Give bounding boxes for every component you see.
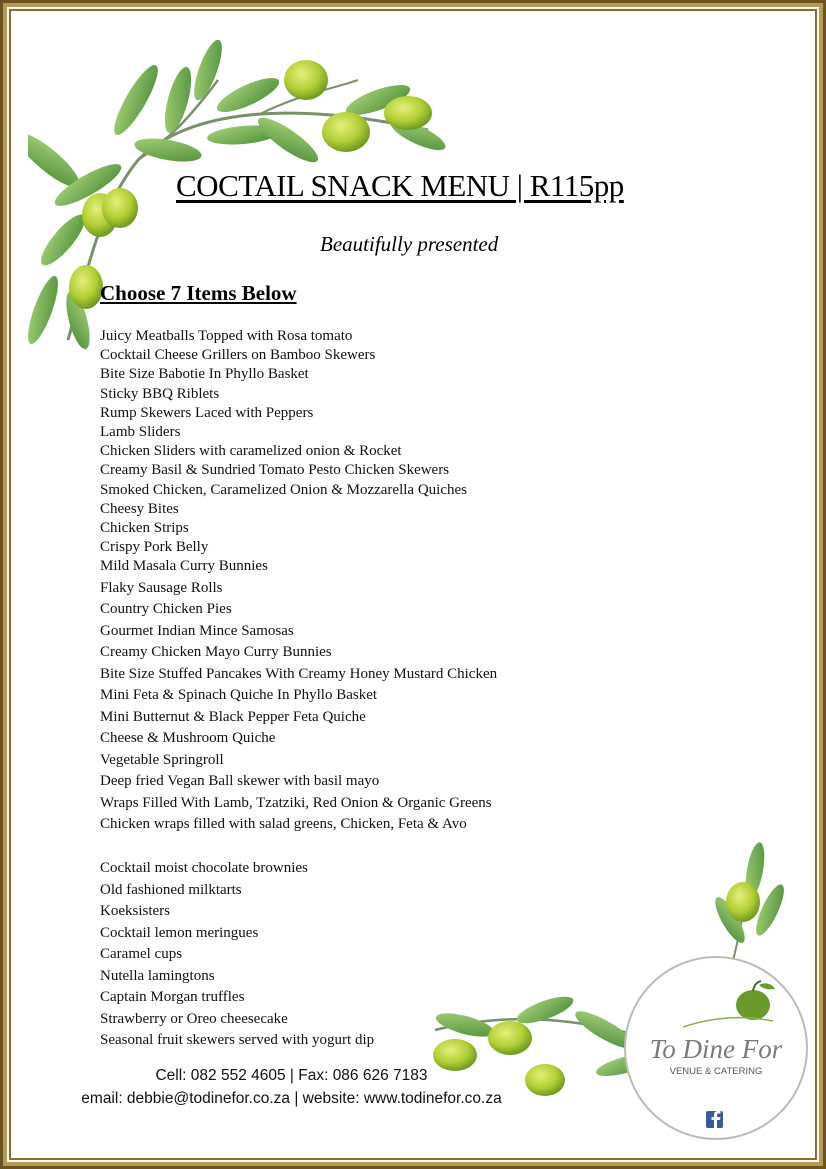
menu-item: Vegetable Springroll (100, 751, 224, 768)
menu-item: Deep fried Vegan Ball skewer with basil mayo (100, 773, 380, 790)
menu-item: Captain Morgan truffles (100, 989, 245, 1005)
menu-item: Crispy Pork Belly (100, 539, 209, 556)
menu-item: Gourmet Indian Mince Samosas (100, 622, 294, 639)
menu-item: Bite Size Babotie In Phyllo Basket (100, 366, 309, 383)
menu-item: Caramel cups (100, 946, 183, 962)
menu-item: Old fashioned milktarts (100, 881, 242, 898)
menu-item: Strawberry or Oreo cheesecake (100, 1010, 288, 1027)
facebook-icon[interactable] (706, 1111, 723, 1128)
menu-item: Nutella lamingtons (100, 967, 215, 984)
menu-item: Chicken Sliders with caramelized onion & Rocket (100, 443, 402, 460)
menu-item: Chicken wraps filled with salad greens, Chicken, Feta & Avo (100, 816, 467, 833)
menu-item: Cocktail lemon meringues (100, 924, 259, 941)
menu-item: Chicken Strips (100, 519, 189, 536)
to-dine-for-logo (623, 955, 809, 1141)
menu-item: Wraps Filled With Lamb, Tzatziki, Red Onion & Organic Greens (100, 794, 492, 811)
sweet-menu-list (100, 860, 374, 1054)
menu-item: Koeksisters (100, 903, 170, 919)
menu-item: Lamb Sliders (100, 423, 181, 440)
menu-item: Mild Masala Curry Bunnies (100, 558, 268, 575)
savoury-menu-list (100, 328, 497, 838)
menu-item: Creamy Chicken Mayo Curry Bunnies (100, 644, 332, 661)
menu-item: Sticky BBQ Riblets (100, 385, 220, 402)
menu-item: Juicy Meatballs Topped with Rosa tomato (100, 328, 353, 344)
page-title: COCTAIL SNACK MENU | R115pp (176, 168, 624, 203)
choose-heading: Choose 7 Items Below (100, 281, 297, 305)
menu-item: Mini Butternut & Black Pepper Feta Quiche (100, 708, 366, 725)
contact-phone-line: Cell: 082 552 4605 | Fax: 086 626 7183 (155, 1067, 428, 1084)
menu-item: Flaky Sausage Rolls (100, 579, 223, 596)
menu-item: Cheese & Mushroom Quiche (100, 730, 276, 747)
menu-item: Cheesy Bites (100, 500, 179, 517)
menu-item: Country Chicken Pies (100, 601, 232, 618)
menu-item: Rump Skewers Laced with Peppers (100, 404, 314, 421)
menu-item: Mini Feta & Spinach Quiche In Phyllo Basket (100, 687, 378, 704)
page-subtitle: Beautifully presented (320, 232, 499, 256)
logo-name: To Dine For (649, 1034, 783, 1064)
contact-email-line: email: debbie@todinefor.co.za | website: www.todinefor.co.za (81, 1090, 502, 1107)
menu-item: Creamy Basil & Sundried Tomato Pesto Chicken Skewers (100, 462, 450, 479)
menu-item: Cocktail Cheese Grillers on Bamboo Skewers (100, 347, 376, 364)
menu-item: Seasonal fruit skewers served with yogurt dip (100, 1032, 375, 1048)
menu-item: Cocktail moist chocolate brownies (100, 860, 308, 876)
logo-tagline: VENUE & CATERING (669, 1066, 763, 1077)
menu-item: Bite Size Stuffed Pancakes With Creamy Honey Mustard Chicken (100, 665, 498, 682)
menu-item: Smoked Chicken, Caramelized Onion & Mozzarella Quiches (100, 481, 467, 498)
